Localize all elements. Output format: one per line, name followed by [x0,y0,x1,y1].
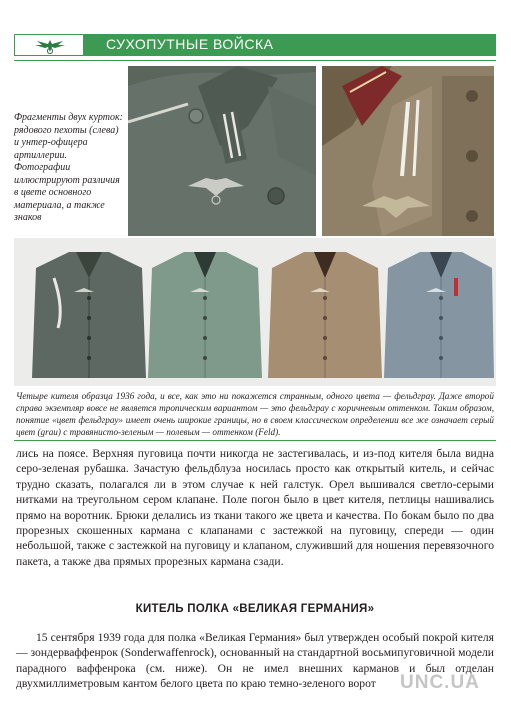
header-divider [14,60,496,61]
paragraph-text: 15 сентября 1939 года для полка «Великая Германия» был утвержден особый покрой кителя — зондерваффенрок (Sonderwaffenrock), основанный на стандартной восьмипуговичной модели парадного ваффенрока (см. ниже). Он не имел внешних карманов и был отделан двухмиллиметровым кантом белого цвета по краю темно-зеленого ворот [16,631,494,691]
photo-artillery-tunic-fragment [322,66,494,236]
side-photo-caption: Фрагменты двух курток: рядового пехоты (слева) и унтер-офицера артиллерии. Фотографии иллюстрируют различия в цвете основного материала, а также знаков [14,112,123,223]
eagle-emblem-icon [14,34,84,56]
photo-infantry-tunic-fragment [128,66,316,236]
photo-four-tunics [14,238,496,386]
section-title: СУХОПУТНЫЕ ВОЙСКА [106,36,274,52]
photo-caption: Четыре кителя образца 1936 года, и все, как это ни покажется странным, одного цвета — фельдграу. Даже второй справа экземпляр вовсе не является тропическим вариантом — это фельдграу с коричневым оттенком. Таким образом, понятие «цвет фельдграу» имеет очень широкие границы, но в своем классическом определении все же означает серый цвет (grau) с травянисто-зеленым — полевым — оттенком (Feld). [16,391,494,437]
paragraph-text: лись на поясе. Верхняя пуговица почти никогда не застегивалась, и из-под кителя была видна серо-зеленая рубашка. Зачастую фельдблуза носилась просто как открытый китель, и сейчас трудно сказать, полагался ли в этом случае к ней галстук. Орел вышивался светло-серыми нитками на треугольном сером клапане. Поле погон было в цвет кителя, петлицы нашивались прямо на воротник. Брюки делались из ткани такого же цвета и качества. По бокам было по два прорезных скошенных кармана с клапанами с застежкой на пуговицу, спереди — один небольшой, также с застежкой на пуговицу и клапаном, служивший для ношения перевязочного пакета, а также два прямых прорезных кармана сзади. [16,447,494,568]
body-paragraph-1 [16,446,494,569]
caption-divider [14,440,496,441]
section-header-band [14,34,496,56]
site-watermark: UNC.UA [400,672,480,693]
section-heading: КИТЕЛЬ ПОЛКА «ВЕЛИКАЯ ГЕРМАНИЯ» [135,603,375,615]
